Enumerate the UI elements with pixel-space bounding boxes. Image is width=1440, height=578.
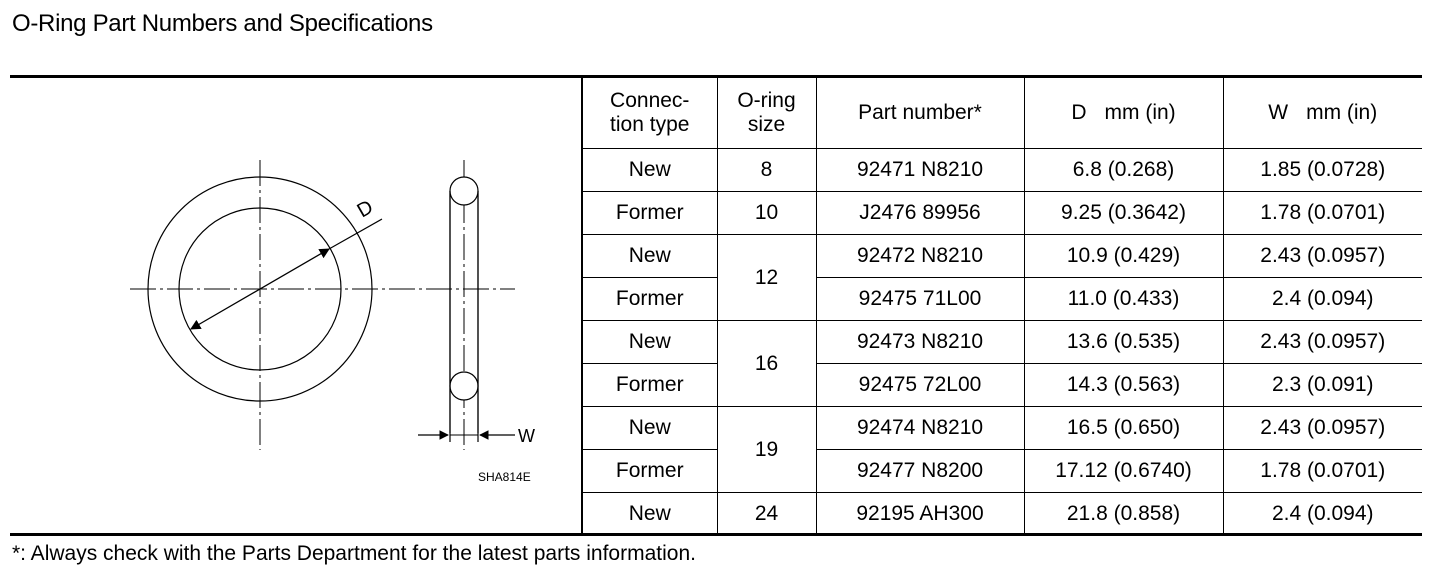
header-oring-size: O-ring size	[717, 78, 816, 149]
table-row: New 16 92473 N8210 13.6 (0.535) 2.43 (0.0957)	[582, 321, 1422, 364]
table-row: Former 92475 71L00 11.0 (0.433) 2.4 (0.094)	[582, 278, 1422, 321]
table-row: Former 10 J2476 89956 9.25 (0.3642) 1.78 (0.0701)	[582, 192, 1422, 235]
label-d: D	[353, 196, 378, 223]
table-row: Former 92475 72L00 14.3 (0.563) 2.3 (0.091)	[582, 364, 1422, 407]
table-row: New 12 92472 N8210 10.9 (0.429) 2.43 (0.0957)	[582, 235, 1422, 278]
header-row	[582, 78, 1422, 149]
page-title: O-Ring Part Numbers and Specifications	[12, 10, 433, 37]
bottom-rule	[10, 533, 1422, 536]
table-row: New 19 92474 N8210 16.5 (0.650) 2.43 (0.0957)	[582, 407, 1422, 450]
table-row: New 8 92471 N8210 6.8 (0.268) 1.85 (0.0728)	[582, 149, 1422, 192]
header-w: W mm (in)	[1223, 78, 1422, 149]
spec-table	[581, 78, 1422, 535]
header-connection-type: Connec- tion type	[582, 78, 717, 149]
section-top-circle	[450, 177, 478, 205]
label-w: W	[518, 426, 535, 446]
figure-code: SHA814E	[478, 470, 531, 484]
footnote: *: Always check with the Parts Department for the latest parts information.	[12, 542, 696, 565]
header-d: D mm (in)	[1024, 78, 1223, 149]
table-row: New 24 92195 AH300 21.8 (0.858) 2.4 (0.094)	[582, 493, 1422, 536]
table-row: Former 92477 N8200 17.12 (0.6740) 1.78 (0.0701)	[582, 450, 1422, 493]
oring-drawing	[10, 78, 581, 533]
oring-diagram	[10, 78, 581, 533]
section-bottom-circle	[450, 372, 478, 400]
diameter-leader	[329, 219, 382, 249]
header-part-number: Part number*	[816, 78, 1024, 149]
